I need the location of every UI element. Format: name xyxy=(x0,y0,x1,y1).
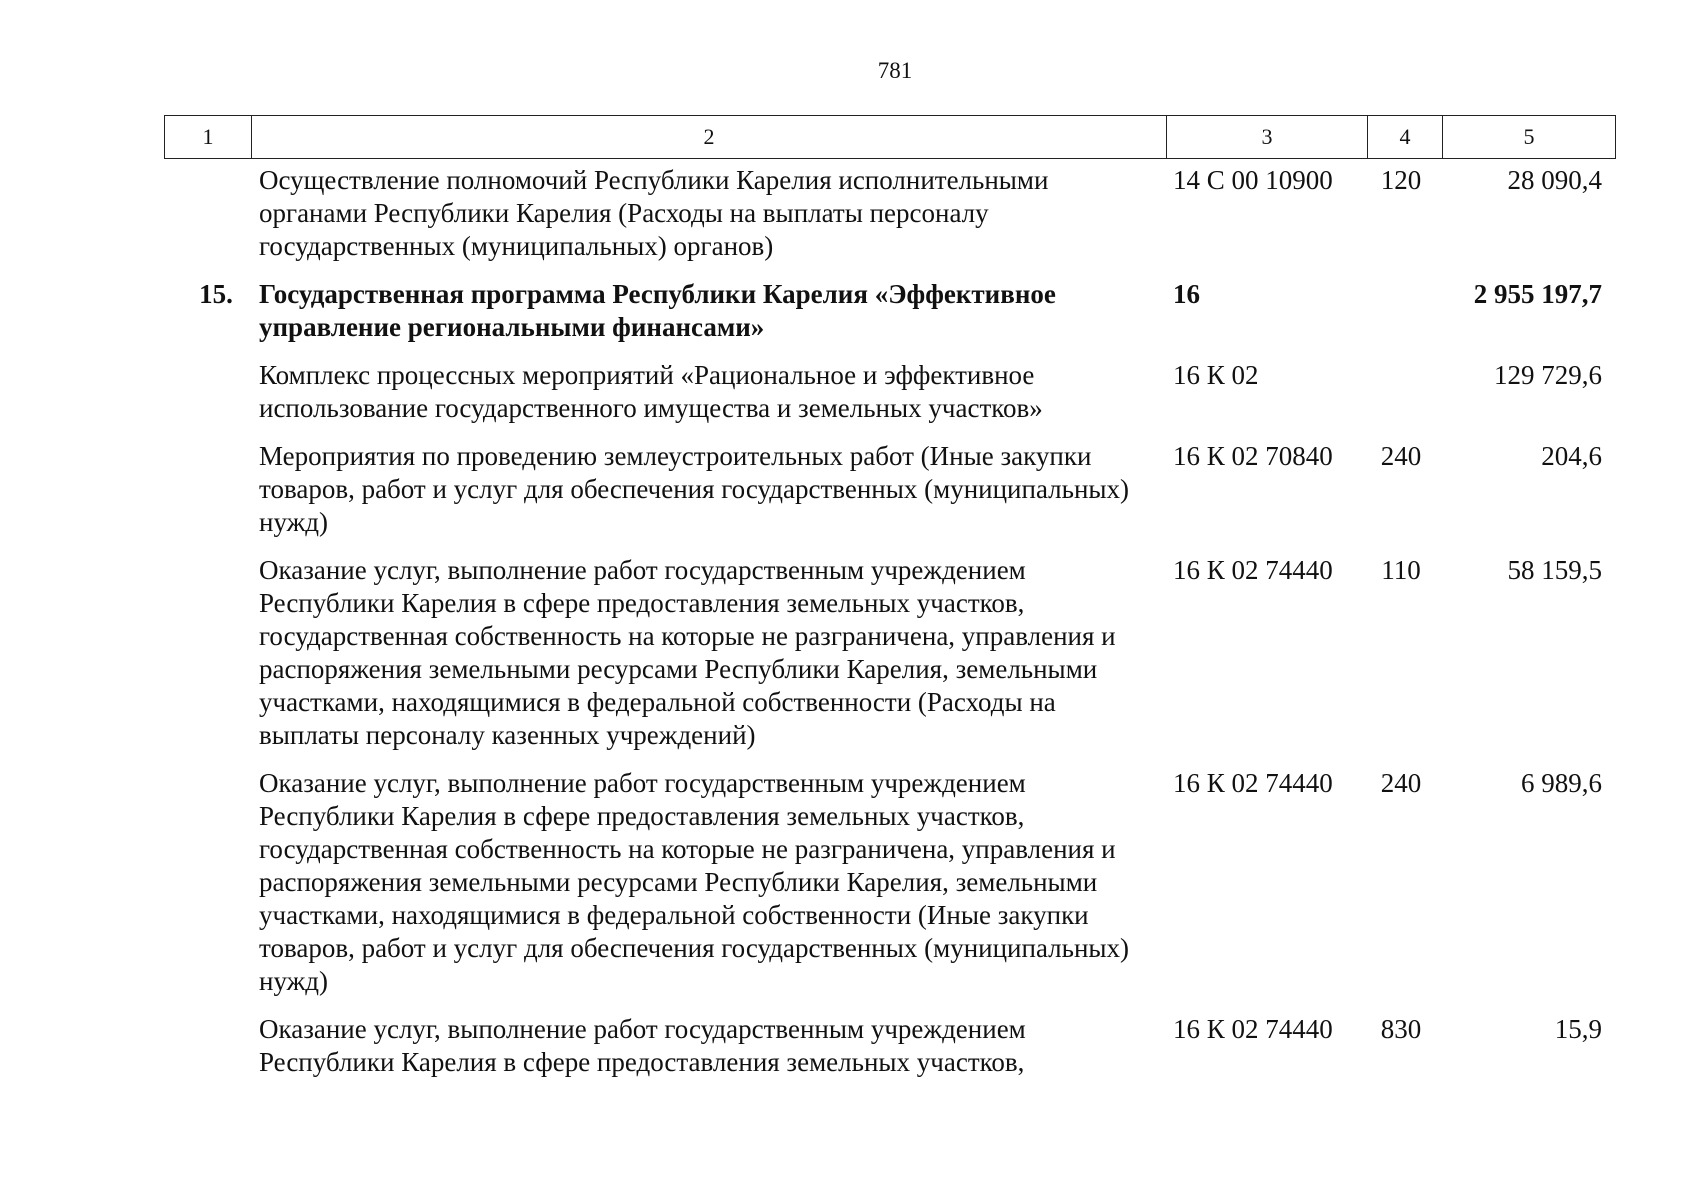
row-description: Оказание услуг, выполнение работ государственным учреждением Республики Карелия в сфере предоставления земельных участков, государственная собственность на которые не разграничена, управления и распоряжения земельными ресурсами Республики Карелия, земельными участками, находящимися в федеральной собственности (Иные закупки товаров, работ и услуг для обеспечения государственных (муниципальных) нужд) xyxy=(259,768,1130,996)
row-code: 16 К 02 74440 xyxy=(1173,555,1333,585)
row-expense-type xyxy=(1364,278,1438,344)
row-amount: 2 955 197,7 xyxy=(1473,279,1602,309)
header-col-2: 2 xyxy=(252,116,1167,159)
row-expense-type: 240 xyxy=(1380,768,1422,798)
row-description: Комплекс процессных мероприятий «Рациональное и эффективное использование государственного имущества и земельных участков» xyxy=(259,360,1043,423)
row-amount: 129 729,6 xyxy=(1494,360,1602,390)
table-row xyxy=(164,767,1612,998)
table-row xyxy=(164,359,1612,425)
row-code: 16 К 02 xyxy=(1173,360,1259,390)
row-expense-type: 830 xyxy=(1380,1014,1422,1044)
row-code: 16 К 02 70840 xyxy=(1173,441,1333,471)
row-description: Государственная программа Республики Карелия «Эффективное управление региональными финансами» xyxy=(259,279,1056,342)
row-number xyxy=(164,554,250,752)
row-number xyxy=(164,440,250,539)
row-expense-type xyxy=(1364,359,1438,425)
table-row xyxy=(164,1013,1612,1079)
row-code: 14 С 00 10900 xyxy=(1173,165,1333,195)
row-description: Оказание услуг, выполнение работ государственным учреждением Республики Карелия в сфере предоставления земельных участков, государственная собственность на которые не разграничена, управления и распоряжения земельными ресурсами Республики Карелия, земельными участками, находящимися в федеральной собственности (Расходы на выплаты персоналу казенных учреждений) xyxy=(259,555,1116,750)
row-number xyxy=(164,1013,250,1079)
row-amount: 58 159,5 xyxy=(1507,555,1602,585)
header-col-1: 1 xyxy=(165,116,252,159)
row-code: 16 К 02 74440 xyxy=(1173,768,1333,798)
row-description: Осуществление полномочий Республики Карелия исполнительными органами Республики Карелия (Расходы на выплаты персоналу государственных (муниципальных) органов) xyxy=(259,165,1049,261)
row-amount: 6 989,6 xyxy=(1521,768,1602,798)
table-row-program xyxy=(164,278,1612,344)
table-row xyxy=(164,554,1612,752)
row-number xyxy=(164,767,250,998)
row-number xyxy=(164,164,250,263)
table-header xyxy=(164,115,1616,159)
row-number xyxy=(164,359,250,425)
row-amount: 204,6 xyxy=(1541,441,1602,471)
table-body xyxy=(164,164,1612,1094)
row-amount: 15,9 xyxy=(1554,1014,1602,1044)
row-expense-type: 240 xyxy=(1380,441,1422,471)
page-number: 781 xyxy=(877,58,913,83)
table-row xyxy=(164,440,1612,539)
header-col-3: 3 xyxy=(1167,116,1368,159)
row-description: Оказание услуг, выполнение работ государственным учреждением Республики Карелия в сфере предоставления земельных участков, xyxy=(259,1014,1026,1077)
row-expense-type: 120 xyxy=(1380,165,1422,195)
row-description: Мероприятия по проведению землеустроительных работ (Иные закупки товаров, работ и услуг для обеспечения государственных (муниципальных) нужд) xyxy=(259,441,1130,537)
table-row xyxy=(164,164,1612,263)
header-col-5: 5 xyxy=(1443,116,1616,159)
row-code: 16 К 02 74440 xyxy=(1173,1014,1333,1044)
row-amount: 28 090,4 xyxy=(1507,165,1602,195)
row-number: 15. xyxy=(199,279,233,309)
row-code: 16 xyxy=(1173,279,1200,309)
row-expense-type: 110 xyxy=(1381,555,1421,585)
header-col-4: 4 xyxy=(1368,116,1443,159)
